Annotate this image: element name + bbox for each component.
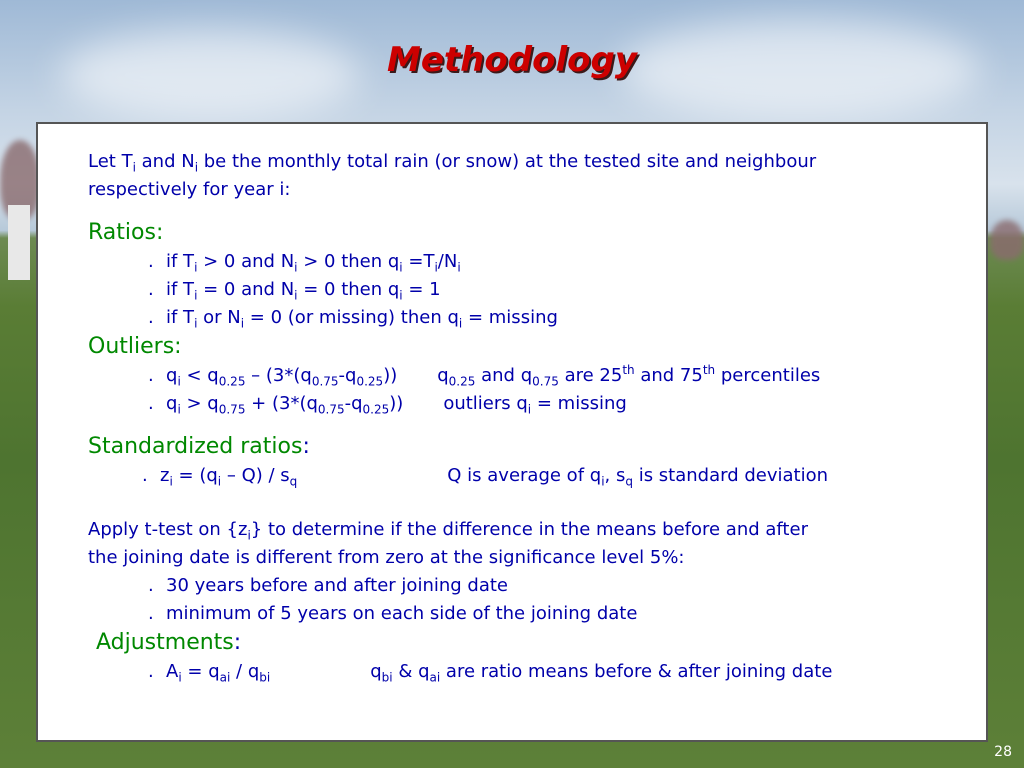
subscript: i: [294, 288, 298, 303]
subscript: i: [178, 670, 182, 685]
text-run: = missing: [531, 393, 627, 414]
text-run: or N: [197, 307, 241, 328]
heading-colon: :: [233, 630, 242, 655]
adjustments-heading: [96, 628, 968, 658]
subscript: 0.75: [317, 402, 345, 417]
superscript: th: [702, 363, 716, 377]
text-run: A: [166, 661, 179, 682]
subscript: i: [601, 474, 605, 489]
subscript: 0.25: [218, 374, 246, 389]
subscript: i: [399, 260, 403, 275]
text-run: -q: [344, 393, 363, 414]
subscript: 0.25: [448, 374, 476, 389]
text-run: + (3*(q: [245, 393, 318, 414]
slide-body: [88, 148, 968, 686]
text-run: Q is average of q: [447, 465, 602, 486]
ttest-item: [88, 600, 968, 628]
text-run: be the monthly total rain (or snow) at the tested site and neighbour: [198, 151, 817, 172]
text-run: < q: [180, 365, 219, 386]
subscript: ai: [219, 670, 231, 685]
text-run: are ratio means before & after joining date: [440, 661, 833, 682]
bullet-dot: .: [148, 603, 154, 624]
text-run: q: [370, 661, 382, 682]
text-run: z: [160, 465, 170, 486]
text-run: if T: [166, 279, 195, 300]
bullet-dot: .: [148, 661, 154, 682]
text-run: & q: [392, 661, 430, 682]
ttest-text: [88, 516, 968, 572]
text-run: = 0 (or missing) then q: [244, 307, 459, 328]
background-instrument-shelter: [8, 205, 30, 280]
ratio-item: [88, 304, 968, 332]
text-run: – (3*(q: [245, 365, 312, 386]
text-run: = 0 and N: [197, 279, 295, 300]
text-run: – Q) / s: [221, 465, 290, 486]
ratio-item: [88, 276, 968, 304]
text-run: minimum of 5 years on each side of the joining date: [166, 603, 638, 624]
subscript: i: [217, 474, 222, 489]
subscript: i: [194, 260, 198, 275]
subscript: 0.25: [362, 402, 390, 417]
bullet-dot: .: [148, 307, 154, 328]
text-run: and 75: [634, 365, 703, 386]
subscript: i: [457, 260, 461, 275]
subscript: i: [458, 316, 463, 331]
text-run: is standard deviation: [632, 465, 829, 486]
text-run: are 25: [558, 365, 623, 386]
text-run: the joining date is different from zero at the significance level 5%:: [88, 547, 685, 568]
subscript: 0.25: [356, 374, 384, 389]
text-run: Let T: [88, 151, 133, 172]
subscript: q: [625, 474, 633, 489]
page-number: 28: [994, 744, 1012, 760]
subscript: i: [177, 402, 181, 417]
text-run: )): [389, 393, 404, 414]
text-run: percentiles: [715, 365, 821, 386]
subscript: 0.75: [218, 402, 246, 417]
text-run: outliers q: [443, 393, 528, 414]
bullet-dot: .: [148, 393, 154, 414]
subscript: i: [194, 288, 198, 303]
text-run: respectively for year i:: [88, 179, 291, 200]
content-panel: [36, 122, 988, 742]
subscript: i: [132, 160, 136, 175]
text-run: } to determine if the difference in the means before and after: [250, 519, 808, 540]
outliers-heading: Outliers:: [88, 334, 182, 359]
text-run: q: [437, 365, 449, 386]
subscript: bi: [381, 670, 393, 685]
text-run: =T: [402, 251, 435, 272]
text-run: > 0 then q: [297, 251, 400, 272]
outlier-item: [88, 390, 968, 418]
subscript: i: [247, 528, 251, 543]
subscript: i: [194, 316, 198, 331]
text-run: > q: [180, 393, 219, 414]
text-run: = q: [181, 661, 220, 682]
subscript: i: [240, 316, 245, 331]
text-run: = 0 then q: [297, 279, 400, 300]
standardized-item: [88, 462, 968, 490]
subscript: i: [194, 160, 199, 175]
bullet-dot: .: [148, 365, 154, 386]
heading-colon: :: [302, 434, 310, 459]
subscript: q: [289, 474, 298, 489]
intro-text: [88, 148, 968, 204]
text-run: = missing: [462, 307, 558, 328]
text-run: = 1: [402, 279, 441, 300]
text-run: , s: [604, 465, 626, 486]
heading-text: Adjustments: [96, 630, 234, 655]
text-run: / q: [230, 661, 260, 682]
standardized-heading: [88, 432, 968, 462]
slide-title: Methodology: [387, 40, 637, 80]
text-run: and q: [475, 365, 533, 386]
bullet-dot: .: [148, 575, 154, 596]
text-run: Apply t-test on {z: [88, 519, 248, 540]
text-run: q: [166, 393, 178, 414]
subscript: i: [527, 402, 532, 417]
subscript: 0.75: [532, 374, 559, 389]
outlier-item: [88, 362, 968, 390]
ratio-item: [88, 248, 968, 276]
text-run: and N: [135, 151, 195, 172]
subscript: i: [177, 374, 181, 389]
bullet-dot: .: [148, 251, 154, 272]
subscript: bi: [259, 670, 271, 685]
text-run: /N: [437, 251, 458, 272]
ratios-heading: Ratios:: [88, 220, 164, 245]
subscript: i: [294, 260, 298, 275]
text-run: q: [166, 365, 178, 386]
ttest-item: [88, 572, 968, 600]
bullet-dot: .: [148, 279, 154, 300]
subscript: ai: [429, 670, 441, 685]
text-run: 30 years before and after joining date: [166, 575, 508, 596]
adjustments-item: [88, 658, 968, 686]
bullet-dot: .: [142, 465, 148, 486]
subscript: 0.75: [311, 374, 339, 389]
text-run: )): [383, 365, 398, 386]
text-run: = (q: [172, 465, 218, 486]
background-tree: [990, 220, 1024, 260]
text-run: if T: [166, 307, 195, 328]
subscript: i: [399, 288, 403, 303]
text-run: > 0 and N: [197, 251, 295, 272]
heading-text: Standardized ratios: [88, 434, 303, 459]
superscript: th: [622, 363, 635, 377]
subscript: i: [434, 260, 438, 275]
text-run: -q: [338, 365, 357, 386]
subscript: i: [169, 474, 173, 489]
text-run: if T: [166, 251, 195, 272]
